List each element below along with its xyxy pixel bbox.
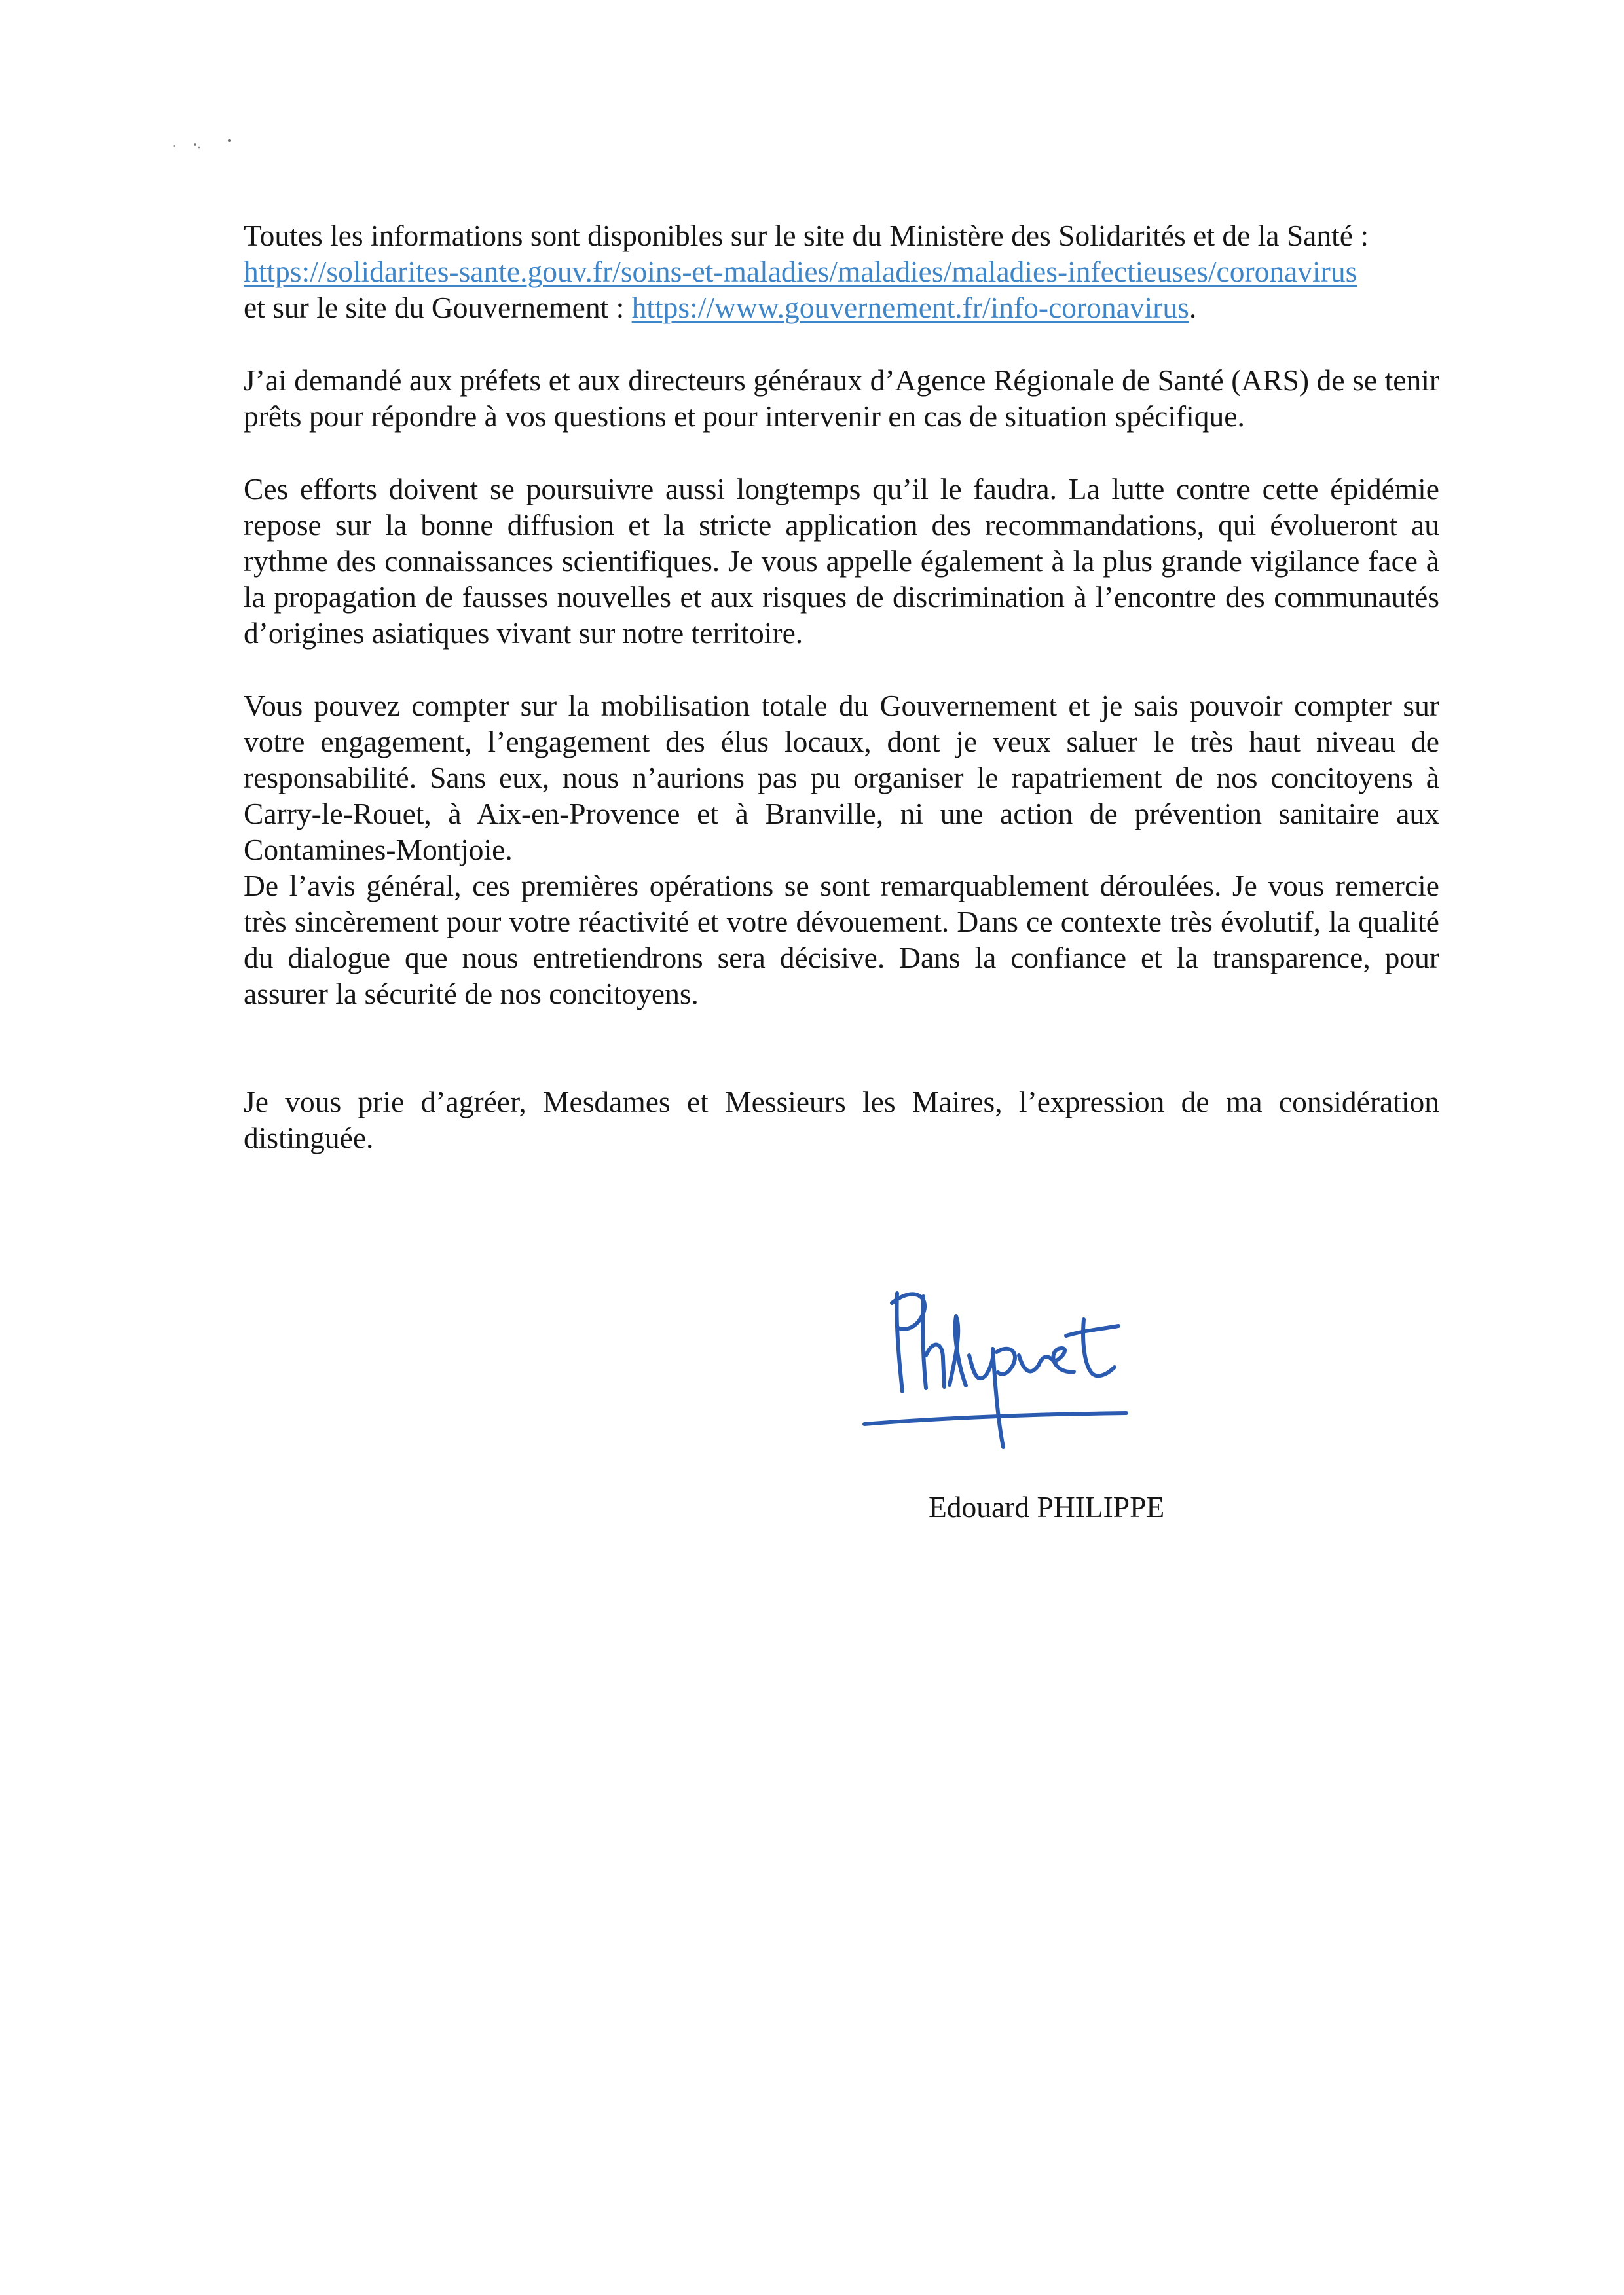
handwritten-signature-image bbox=[858, 1257, 1133, 1467]
government-site-text: et sur le site du Gouvernement : bbox=[244, 291, 632, 324]
paragraph-prefects-ars: J’ai demandé aux préfets et aux directeurs généraux d’Agence Régionale de Santé (ARS) de se tenir prêts pour répondre à vos questions et pour intervenir en cas de situation spécifique. bbox=[244, 363, 1439, 433]
info-sources-text: Toutes les informations sont disponibles sur le site du Ministère des Solidarités et de la Santé : bbox=[244, 219, 1369, 252]
scan-specks bbox=[169, 134, 248, 154]
paragraph-info-sources bbox=[244, 217, 1439, 325]
period-text: . bbox=[1189, 291, 1197, 324]
ministry-health-link[interactable]: https://solidarites-sante.gouv.fr/soins-et-maladies/maladies/maladies-infectieuses/coronavirus bbox=[244, 255, 1357, 288]
government-info-link[interactable]: https://www.gouvernement.fr/info-coronavirus bbox=[631, 291, 1189, 324]
signatory-name: Edouard PHILIPPE bbox=[929, 1490, 1165, 1524]
closing-formula: Je vous prie d’agréer, Mesdames et Messieurs les Maires, l’expression de ma considération distinguée. bbox=[244, 1085, 1439, 1154]
paragraph-mobilisation: Vous pouvez compter sur la mobilisation totale du Gouvernement et je sais pouvoir compter sur votre engagement, l’engagement des élus locaux, dont je veux saluer le très haut niveau de responsabilité. Sans eux, nous n’aurions pas pu organiser le rapatriement de nos concitoyens à Carry-le-Rouet, à Aix-en-Provence et à Branville, ni une action de prévention sanitaire aux Contamines-Montjoie. bbox=[244, 689, 1439, 866]
paragraph-efforts: Ces efforts doivent se poursuivre aussi longtemps qu’il le faudra. La lutte contre cette épidémie repose sur la bonne diffusion et la stricte application des recommandations, qui évolueront au rythme des connaissances scientifiques. Je vous appelle également à la plus grande vigilance face à la propagation de fausses nouvelles et aux risques de discrimination à l’encontre des communautés d’origines asiatiques vivant sur notre territoire. bbox=[244, 472, 1439, 650]
paragraph-operations: De l’avis général, ces premières opérations se sont remarquablement déroulées. Je vous remercie très sincèrement pour votre réactivité et votre dévouement. Dans ce contexte très évolutif, la qualité du dialogue que nous entretiendrons sera décisive. Dans la confiance et la transparence, pour assurer la sécurité de nos concitoyens. bbox=[244, 869, 1439, 1010]
letter-body bbox=[244, 217, 1439, 1156]
signature bbox=[858, 1257, 1133, 1480]
